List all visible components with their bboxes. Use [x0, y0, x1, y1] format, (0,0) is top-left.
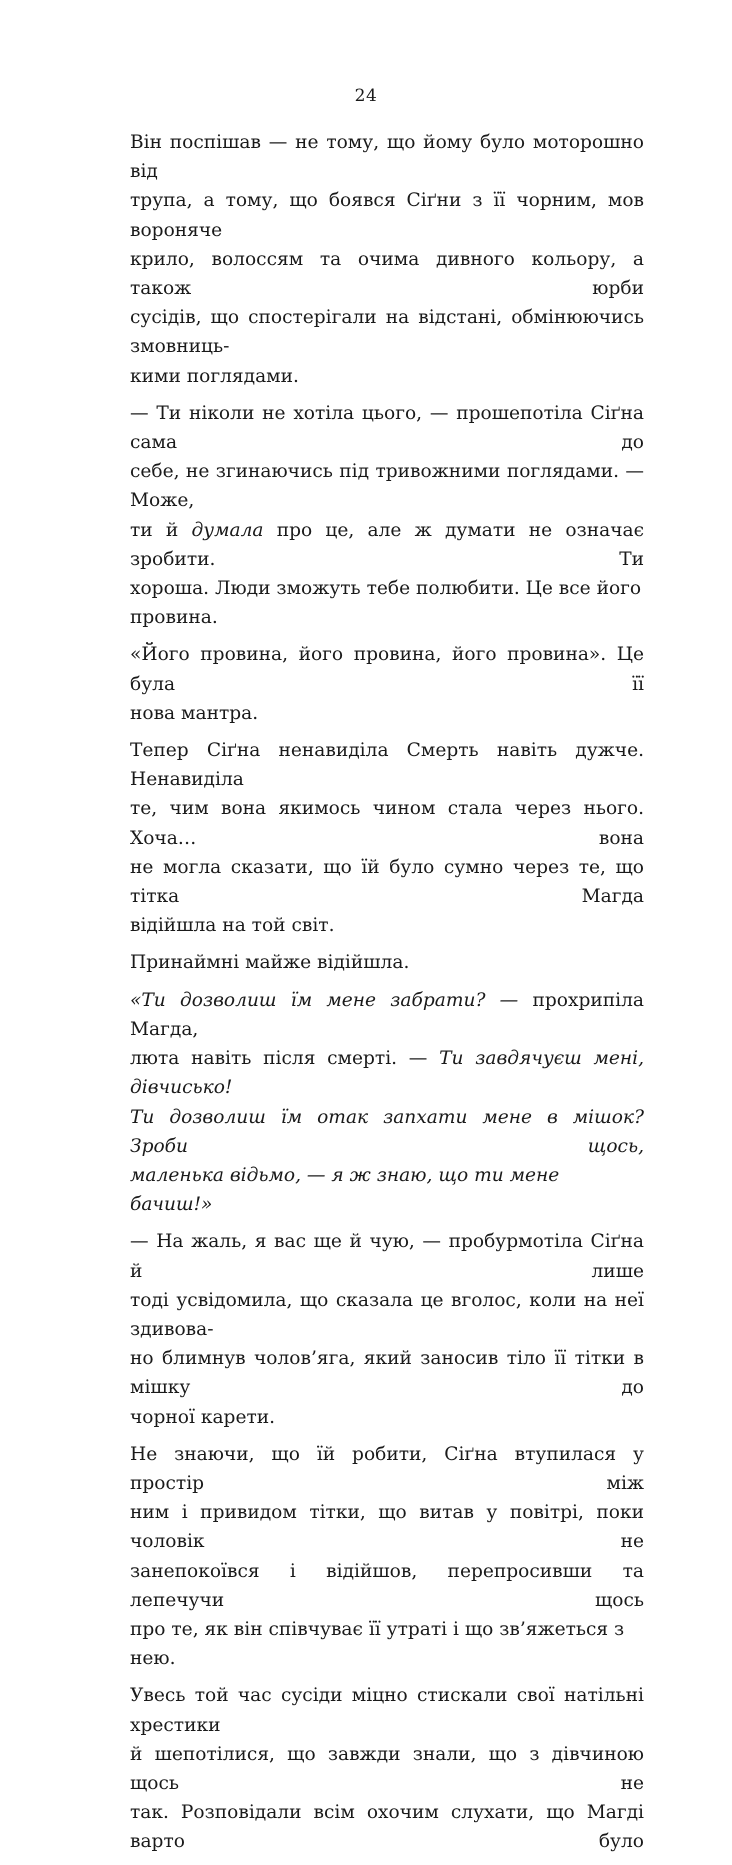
paragraph-5 — [130, 948, 644, 977]
text-line: про те, як він співчуває її утраті і що зв’яжеться з нею. — [130, 1618, 625, 1670]
text-line: ним і привидом тітки, що витав у повітрі, поки чоловік не — [130, 1502, 644, 1553]
text-line: — На жаль, я вас ще й чую, — пробурмотіла Сіґна й лише — [130, 1231, 644, 1282]
paragraph-2 — [130, 399, 644, 633]
text-span: ти й — [130, 519, 192, 541]
text-line: занепокоївся і відійшов, перепросивши та лепечучи щось — [130, 1560, 644, 1611]
italic-span: думала — [191, 519, 264, 541]
paragraph-9 — [130, 1681, 644, 1856]
text-line: чорної карети. — [130, 1406, 276, 1428]
text-line: Принаймні майже відійшла. — [130, 952, 410, 974]
paragraph-6 — [130, 986, 644, 1220]
text-line: те, чим вона якимось чином стала через нього. Хоча… вона — [130, 798, 644, 849]
paragraph-7 — [130, 1227, 644, 1431]
paragraph-4 — [130, 736, 644, 940]
text-line: Увесь той час сусіди міцно стискали свої натільні хрестики — [130, 1685, 644, 1736]
text-line: так. Розповідали всім охочим слухати, що Магді варто було — [130, 1802, 644, 1853]
text-line: Не знаючи, що їй робити, Сіґна втупилася у простір між — [130, 1443, 644, 1494]
text-line: кими поглядами. — [130, 365, 299, 387]
text-line: Тепер Сіґна ненавиділа Смерть навіть дужче. Ненавиділа — [130, 740, 644, 791]
italic-span: «Ти дозволиш їм мене забрати? — — [130, 989, 519, 1011]
page-number: 24 — [354, 86, 378, 106]
text-line: тоді усвідомила, що сказала це вголос, коли на неї здивова- — [130, 1289, 644, 1340]
text-line: й шепотілися, що завжди знали, що з дівчиною щось не — [130, 1743, 644, 1794]
italic-span: Ти завдячуєш мені, дівчисько! — [130, 1048, 645, 1099]
text-line: трупа, а тому, що боявся Сіґни з її чорним, мов вороняче — [130, 190, 644, 241]
text-line: не могла сказати, що їй було сумно через те, що тітка Магда — [130, 856, 644, 908]
italic-line: маленька відьмо, — я ж знаю, що ти мене бачиш!» — [130, 1164, 560, 1216]
text-line: нова мантра. — [130, 702, 259, 724]
text-line: себе, не згинаючись під тривожними поглядами. — Може, — [130, 461, 644, 512]
text-line: відійшла на той світ. — [130, 915, 335, 937]
paragraph-3 — [130, 640, 644, 728]
text-line: крило, волоссям та очима дивного кольору, а також юрби — [130, 248, 644, 300]
text-span: прохрипіла Магда, — [130, 989, 644, 1040]
text-line-with-italic — [130, 516, 644, 574]
text-line: «Його провина, його провина, його провина». Це була її — [130, 644, 644, 695]
text-line-with-italic — [130, 1044, 644, 1102]
text-line-with-italic — [130, 986, 644, 1044]
text-line: сусідів, що спостерігали на відстані, обмінюючись змовниць- — [130, 307, 644, 358]
italic-line: Ти дозволиш їм отак запхати мене в мішок? Зроби щось, — [130, 1106, 644, 1157]
body-text — [130, 128, 644, 1865]
text-line: — Ти ніколи не хотіла цього, — прошепотіла Сіґна сама до — [130, 402, 644, 454]
text-span: люта навіть після смерті. — — [130, 1048, 440, 1070]
paragraph-1 — [130, 128, 644, 391]
text-line: но блимнув чолов’яга, який заносив тіло її тітки в мішку до — [130, 1348, 644, 1399]
text-span: про це, але ж думати не означає зробити. Ти — [130, 519, 645, 570]
text-line: Він поспішав — не тому, що йому було моторошно від — [130, 132, 644, 183]
paragraph-8 — [130, 1440, 644, 1674]
text-line: хороша. Люди зможуть тебе полюбити. Це все його провина. — [130, 578, 642, 629]
